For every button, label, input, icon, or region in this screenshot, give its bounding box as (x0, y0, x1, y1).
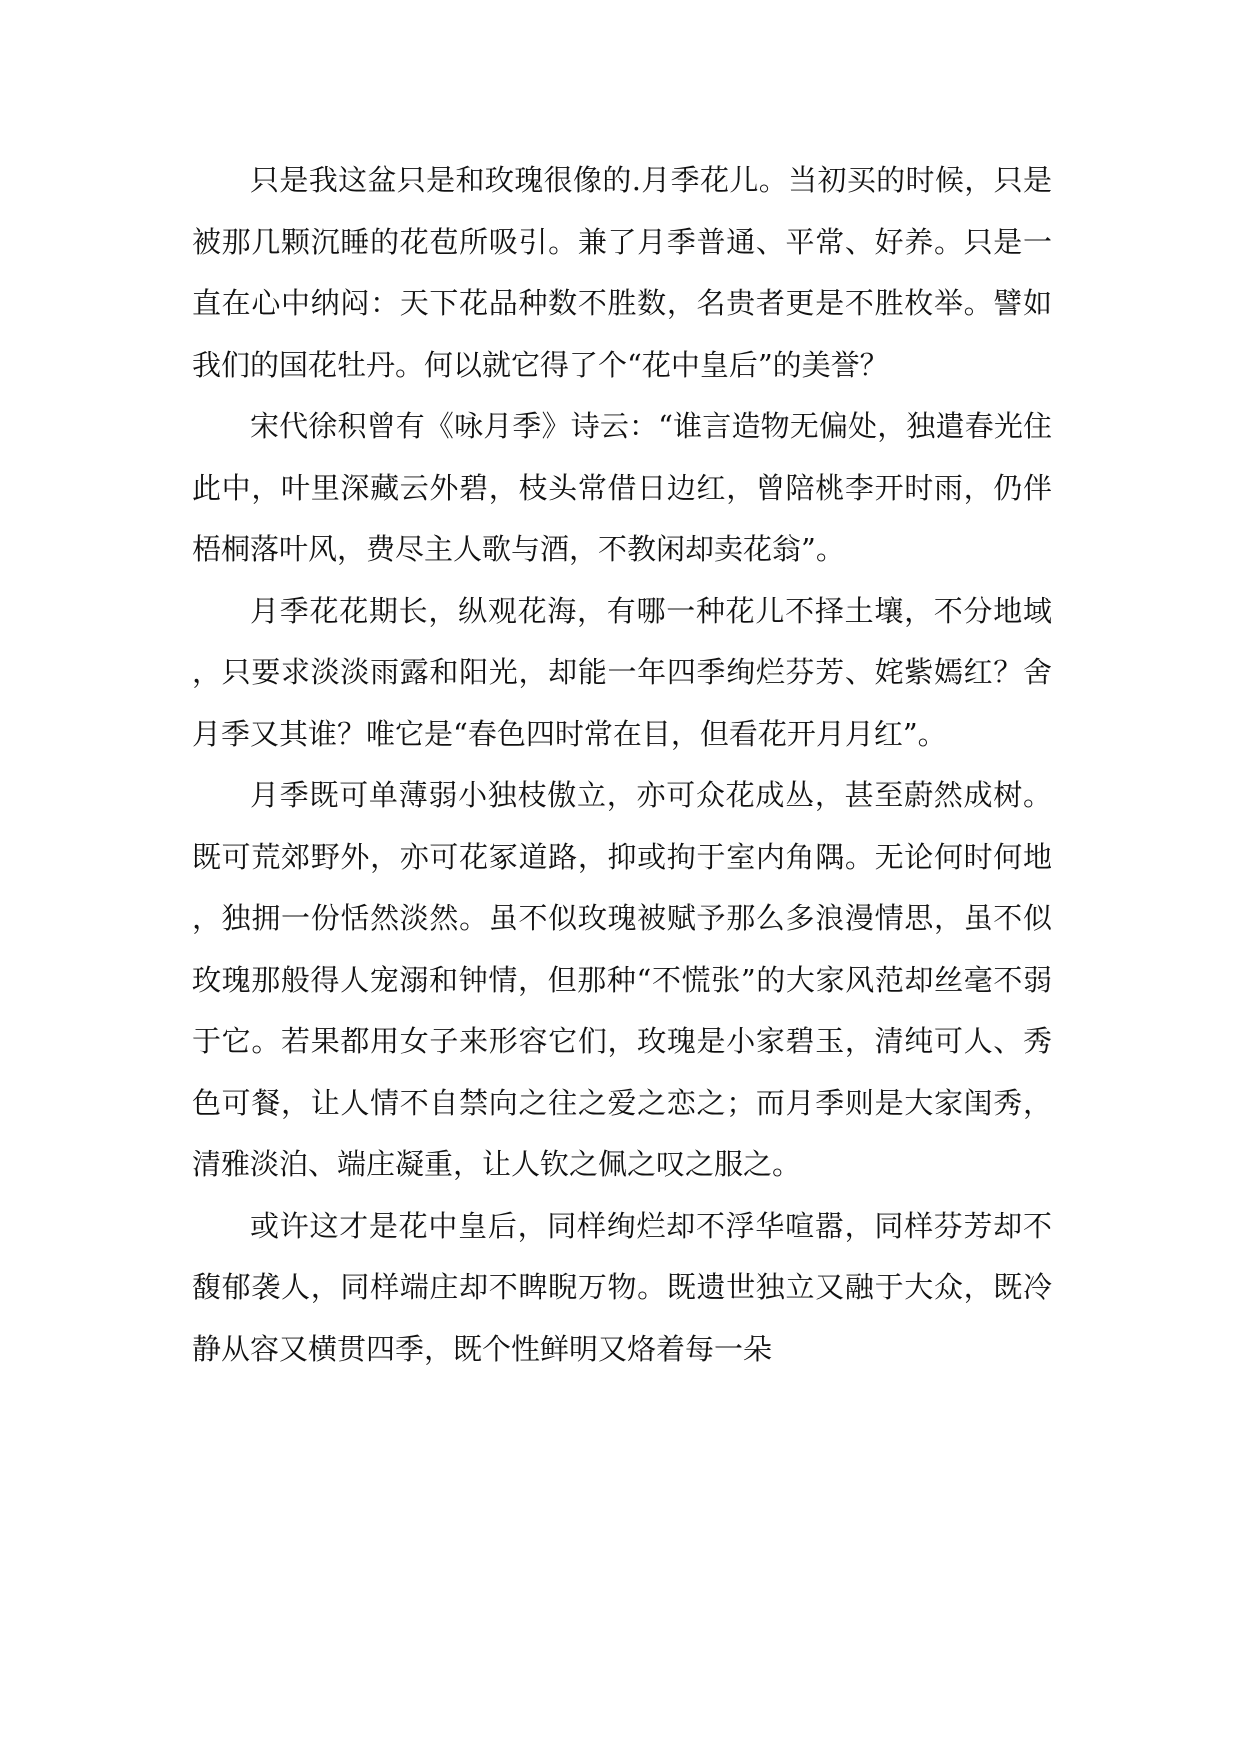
article-body (192, 150, 1052, 1380)
paragraph-3: 月季花花期长，纵观花海，有哪一种花儿不择土壤，不分地域，只要求淡淡雨露和阳光，却能一年四季绚烂芬芳、姹紫嫣红？舍月季又其谁？唯它是“春色四时常在目，但看花开月月红”。 (192, 593, 1052, 751)
paragraph-1: 只是我这盆只是和玫瑰很像的.月季花儿。当初买的时候，只是被那几颗沉睡的花苞所吸引。兼了月季普通、平常、好养。只是一直在心中纳闷：天下花品种数不胜数，名贵者更是不胜枚举。譬如我们的国花牡丹。何以就它得了个“花中皇后”的美誉？ (192, 163, 1052, 382)
paragraph-4: 月季既可单薄弱小独枝傲立，亦可众花成丛，甚至蔚然成树。既可荒郊野外，亦可花冢道路，抑或拘于室内角隅。无论何时何地，独拥一份恬然淡然。虽不似玫瑰被赋予那么多浪漫情思，虽不似玫瑰那般得人宠溺和钟情，但那种“不慌张”的大家风范却丝毫不弱于它。若果都用女子来形容它们，玫瑰是小家碧玉，清纯可人、秀色可餐，让人情不自禁向之往之爱之恋之；而月季则是大家闺秀，清雅淡泊、端庄凝重，让人钦之佩之叹之服之。 (192, 778, 1052, 1181)
paragraph-5: 或许这才是花中皇后，同样绚烂却不浮华喧嚣，同样芬芳却不馥郁袭人，同样端庄却不睥睨万物。既遗世独立又融于大众，既冷静从容又横贯四季，既个性鲜明又烙着每一朵 (192, 1208, 1052, 1366)
paragraph-2: 宋代徐积曾有《咏月季》诗云：“谁言造物无偏处，独遣春光住此中，叶里深藏云外碧，枝头常借日边红，曾陪桃李开时雨，仍伴梧桐落叶风，费尽主人歌与酒，不教闲却卖花翁”。 (192, 409, 1052, 566)
